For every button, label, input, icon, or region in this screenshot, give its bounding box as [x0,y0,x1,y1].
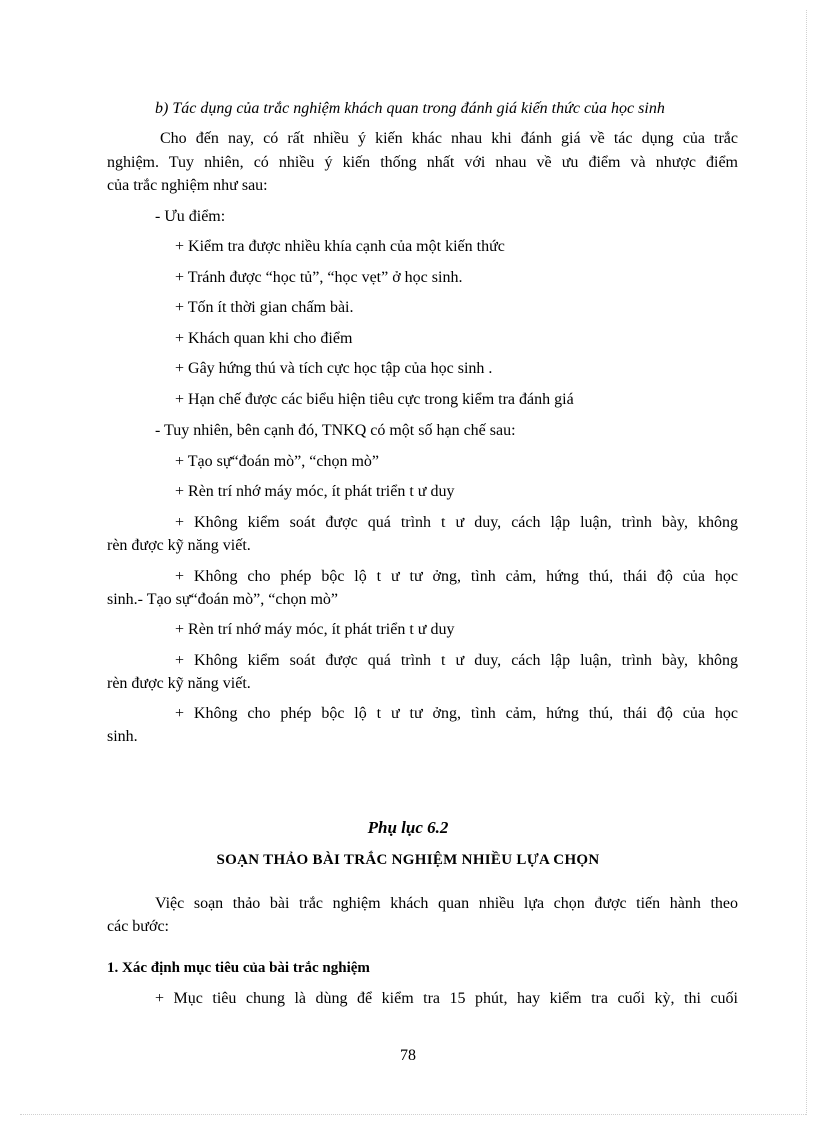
page-border-right [806,10,807,1115]
limit-item: + Không kiểm soát được quá trình t ư duy, cách lập luận, trình bày, không [175,514,738,531]
appendix-intro-line-1: Việc soạn thảo bài trắc nghiệm khách quan nhiều lựa chọn được tiến hành theo [155,895,738,912]
intro-line-3: của trắc nghiệm như sau: [107,177,268,194]
advantage-item: + Tránh được “học tủ”, “học vẹt” ở học sinh. [175,269,463,286]
step1-heading: 1. Xác định mục tiêu của bài trắc nghiệm [107,960,370,976]
intro-line-2: nghiệm. Tuy nhiên, có nhiều ý kiến thống nhất với nhau về ưu điểm và nhược điểm [107,154,738,171]
appendix-subtitle: SOẠN THẢO BÀI TRẮC NGHIỆM NHIỀU LỰA CHỌN [216,852,600,868]
advantage-item: + Kiểm tra được nhiều khía cạnh của một kiến thức [175,238,505,255]
advantage-item: + Gây hứng thú và tích cực học tập của học sinh . [175,360,493,377]
limit-item: + Không cho phép bộc lộ t ư tư ởng, tình cảm, hứng thú, thái độ của học [175,568,738,585]
intro-line-1: Cho đến nay, có rất nhiều ý kiến khác nhau khi đánh giá về tác dụng của trắc [160,130,738,147]
step1-line-1: + Mục tiêu chung là dùng để kiểm tra 15 phút, hay kiểm tra cuối kỳ, thi cuối [155,990,738,1007]
advantage-item: + Hạn chế được các biểu hiện tiêu cực trong kiểm tra đánh giá [175,391,574,408]
section-b-heading: b) Tác dụng của trắc nghiệm khách quan trong đánh giá kiến thức của học sinh [155,100,665,117]
limit-item-continuation: sinh. [107,728,138,745]
limit-item-continuation: rèn được kỹ năng viết. [107,675,251,692]
limit-item: + Rèn trí nhớ máy móc, ít phát triển t ư duy [175,483,455,500]
limit-item: + Không cho phép bộc lộ t ư tư ởng, tình cảm, hứng thú, thái độ của học [175,705,738,722]
limit-item: + Tạo sự“đoán mò”, “chọn mò” [175,453,380,470]
appendix-intro-line-2: các bước: [107,918,169,935]
advantage-item: + Khách quan khi cho điểm [175,330,353,347]
limits-label: - Tuy nhiên, bên cạnh đó, TNKQ có một số hạn chế sau: [155,422,516,439]
appendix-title: Phụ lục 6.2 [367,818,449,837]
advantage-item: + Tốn ít thời gian chấm bài. [175,299,354,316]
page-border-bottom [20,1114,806,1115]
advantages-label: - Ưu điểm: [155,208,226,225]
limit-item: + Không kiểm soát được quá trình t ư duy, cách lập luận, trình bày, không [175,652,738,669]
page-number: 78 [400,1047,416,1064]
limit-item-continuation: sinh.- Tạo sự“đoán mò”, “chọn mò” [107,591,338,608]
limit-item-continuation: rèn được kỹ năng viết. [107,537,251,554]
limit-item: + Rèn trí nhớ máy móc, ít phát triển t ư duy [175,621,455,638]
